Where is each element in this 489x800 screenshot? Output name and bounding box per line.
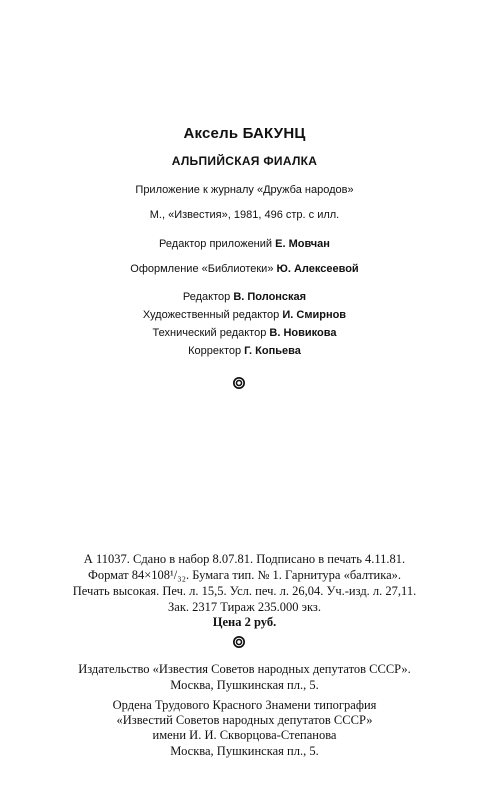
publisher-line: Издательство «Известия Советов народных депутатов СССР». xyxy=(78,662,411,676)
credit-name: Е. Мовчан xyxy=(275,238,330,250)
imprint-line: А 11037. Сдано в набор 8.07.81. Подписано в печать 4.11.81. xyxy=(83,552,406,566)
circular-ornament-icon xyxy=(233,636,245,648)
publisher-line: Москва, Пушкинская пл., 5. xyxy=(170,678,319,692)
book-title: АЛЬПИЙСКАЯ ФИАЛКА xyxy=(171,154,318,168)
imprint-line: Печать высокая. Печ. л. 15,5. Усл. печ. л. 26,04. Уч.-изд. л. 27,11. xyxy=(72,584,417,598)
printer-line: имени И. И. Скворцова-Степанова xyxy=(152,728,337,742)
credit-line xyxy=(0,345,489,357)
credit-line xyxy=(0,291,489,303)
credit-name: В. Новикова xyxy=(269,327,337,339)
credit-line xyxy=(0,263,489,275)
printer-line: Москва, Пушкинская пл., 5. xyxy=(170,744,319,758)
credit-line xyxy=(0,309,489,321)
circular-ornament-icon xyxy=(233,377,245,389)
imprint-line: Зак. 2317 Тираж 235.000 экз. xyxy=(168,600,321,614)
credit-name: Г. Копьева xyxy=(244,345,301,357)
credit-role: Технический редактор xyxy=(152,327,267,339)
credit-role: Художественный редактор xyxy=(142,309,280,321)
credit-name: В. Полонская xyxy=(233,291,307,303)
credit-role: Оформление «Библиотеки» xyxy=(130,263,274,275)
credit-role: Редактор приложений xyxy=(159,238,273,250)
credit-name: И. Смирнов xyxy=(282,309,347,321)
credit-role: Редактор xyxy=(182,291,231,303)
credit-line xyxy=(0,238,489,250)
author-name: Аксель БАКУНЦ xyxy=(183,125,306,142)
supplement-note: Приложение к журналу «Дружба народов» xyxy=(135,184,354,196)
printer-line: «Известий Советов народных депутатов СССР» xyxy=(116,713,373,727)
credit-name: Ю. Алексеевой xyxy=(276,263,359,275)
price: Цена 2 руб. xyxy=(212,615,277,629)
credit-role: Корректор xyxy=(188,345,242,357)
credit-line xyxy=(0,327,489,339)
publication-info: М., «Известия», 1981, 496 стр. с илл. xyxy=(149,209,340,221)
printer-line: Ордена Трудового Красного Знамени типография xyxy=(112,698,377,712)
imprint-line: Формат 84×108¹/₃₂. Бумага тип. № 1. Гарнитура «балтика». xyxy=(87,568,402,582)
